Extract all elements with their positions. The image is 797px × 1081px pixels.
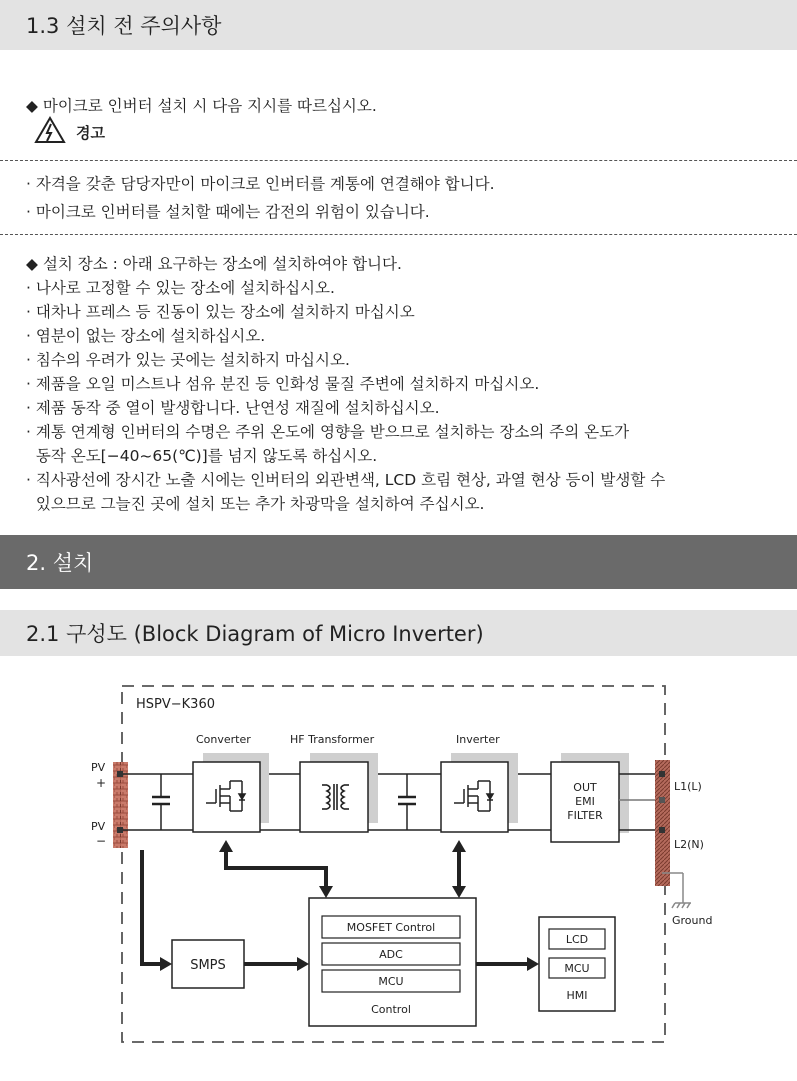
section-1-3-title: 1.3 설치 전 주의사항 [26, 14, 222, 38]
l2-label: L2(N) [674, 838, 704, 851]
converter-label: Converter [196, 733, 251, 746]
control-item: MCU [378, 975, 404, 988]
control-label: Control [371, 1003, 411, 1016]
section-2-header [0, 535, 797, 589]
l1-label: L1(L) [674, 780, 702, 793]
pv-minus-label: PV [91, 820, 106, 833]
filter-label-line: EMI [575, 795, 595, 808]
arrow-pv-to-smps [142, 850, 162, 964]
arrowhead-icon [297, 957, 309, 971]
pv-minus-sign: − [96, 834, 107, 848]
pv-plus-sign: + [96, 776, 107, 790]
location-line: · 직사광선에 장시간 노출 시에는 인버터의 외관변색, LCD 흐림 현상, 과열 현상 등이 발생할 수 [26, 471, 666, 489]
input-capacitor-icon [152, 774, 170, 830]
location-line: · 계통 연계형 인버터의 수명은 주위 온도에 영향을 받으므로 설치하는 장소의 주의 온도가 [26, 423, 630, 441]
warning-line: · 마이크로 인버터를 설치할 때에는 감전의 위험이 있습니다. [26, 203, 430, 221]
pv-plus-label: PV [91, 761, 106, 774]
divider-bottom [0, 234, 797, 235]
filter-label-line: OUT [573, 781, 597, 794]
section-2-1-header [0, 610, 797, 656]
arrow-converter-control [219, 840, 333, 898]
divider-top [0, 160, 797, 161]
hmi-item: LCD [565, 933, 589, 946]
location-heading: ◆ 설치 장소 : 아래 요구하는 장소에 설치하여야 합니다. [26, 255, 402, 273]
section-1-3-header [0, 0, 797, 50]
location-line: · 제품 동작 중 열이 발생합니다. 난연성 재질에 설치하십시오. [26, 399, 440, 417]
model-label: HSPV−K360 [136, 697, 215, 712]
smps-label: SMPS [190, 958, 226, 973]
intro-instruction: ◆ 마이크로 인버터 설치 시 다음 지시를 따르십시오. [26, 97, 377, 115]
section-2-title: 2. 설치 [26, 551, 94, 575]
warning-line: · 자격을 갖춘 담당자만이 마이크로 인버터를 계통에 연결해야 합니다. [26, 175, 495, 193]
control-item: ADC [379, 948, 403, 961]
location-line: 동작 온도[−40~65(℃)]를 넘지 않도록 하십시오. [26, 447, 378, 465]
warning-block [34, 116, 105, 148]
filter-label-line: FILTER [567, 809, 603, 822]
dc-link-capacitor-icon [398, 774, 416, 830]
control-item: MOSFET Control [346, 921, 436, 934]
warning-icon [34, 116, 66, 148]
warning-label: 경고 [76, 123, 105, 142]
location-line: · 나사로 고정할 수 있는 장소에 설치하십시오. [26, 279, 335, 297]
section-2-1-title: 2.1 구성도 (Block Diagram of Micro Inverter) [26, 622, 484, 646]
inverter-block [441, 762, 508, 832]
ground-label: Ground [672, 914, 713, 927]
location-line: 있으므로 그늘진 곳에 설치 또는 추가 차광막을 설치하여 주십시오. [26, 495, 485, 513]
inverter-label: Inverter [456, 733, 500, 746]
arrowhead-icon [160, 957, 172, 971]
location-line: · 침수의 우려가 있는 곳에는 설치하지 마십시오. [26, 351, 350, 369]
arrowhead-icon [527, 957, 539, 971]
location-line: · 제품을 오일 미스트나 섬유 분진 등 인화성 물질 주변에 설치하지 마십시오. [26, 375, 540, 393]
location-line: · 염분이 없는 장소에 설치하십시오. [26, 327, 266, 345]
block-diagram [0, 660, 797, 1081]
hmi-label: HMI [566, 989, 588, 1002]
arrow-inverter-control [452, 840, 466, 898]
converter-block [193, 762, 260, 832]
location-line: · 대차나 프레스 등 진동이 있는 장소에 설치하지 마십시오 [26, 303, 415, 321]
hmi-item: MCU [564, 962, 590, 975]
hf-transformer-label: HF Transformer [290, 733, 375, 746]
ac-terminal [655, 760, 670, 886]
